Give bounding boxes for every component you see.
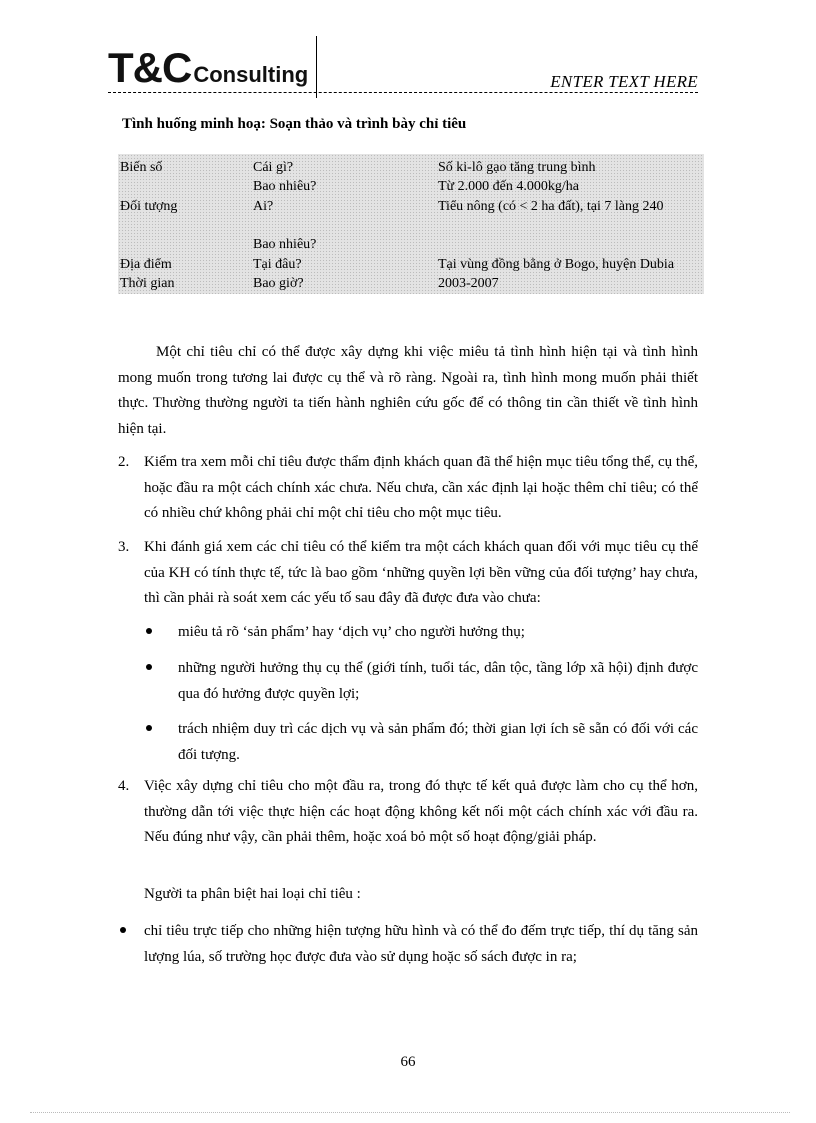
table-cell: Tại đâu? (253, 257, 302, 272)
list-number: 2. (118, 454, 130, 470)
logo-wordmark: Consulting (193, 62, 309, 87)
page-bottom-rule (30, 1112, 790, 1113)
list-item: Kiểm tra xem mỗi chỉ tiêu được thẩm định khách quan đã thể hiện mục tiêu tổng thể, cụ thể, hoặc đầu ra một cách chính xác chưa. Nếu chưa, cần xác định lại hoặc thêm chỉ tiêu; có thể có nhiều chứ không phải chỉ một chỉ tiêu cho một mục tiêu. (144, 454, 698, 522)
header-title: ENTER TEXT HERE (550, 72, 698, 91)
table-cell: Ai? (253, 199, 274, 214)
header-divider (316, 36, 317, 98)
case-title: Tình huống minh hoạ: Soạn thảo và trình bày chỉ tiêu (122, 116, 467, 132)
sub-bullet-item: miêu tả rõ ‘sản phẩm’ hay ‘dịch vụ’ cho người hưởng thụ; (178, 624, 525, 640)
final-bullet-item: chỉ tiêu trực tiếp cho những hiện tượng hữu hình và có thể đo đếm trực tiếp, thí dụ tăng sản lượng lúa, số trường học được đưa vào sử dụng hoặc số sách được in ra; (144, 923, 698, 965)
list-item: Việc xây dựng chỉ tiêu cho một đầu ra, trong đó thực tế kết quả được làm cho cụ thể hơn, thường dẫn tới việc thực hiện các hoạt động không kết nối một cách chính xác với đầu ra. Nếu đúng như vậy, cần phải thêm, hoặc xoá bỏ một số hoạt động/giải pháp. (144, 778, 698, 846)
indicator-table (118, 154, 704, 294)
sub-bullet-item: những người hưởng thụ cụ thể (giới tính, tuổi tác, dân tộc, tầng lớp xã hội) định được qua đó hưởng được quyền lợi; (178, 660, 698, 702)
bullet-icon (146, 664, 152, 670)
table-cell: Bao nhiêu? (253, 179, 317, 194)
table-cell: Từ 2.000 đến 4.000kg/ha (438, 179, 579, 194)
table-cell: 2003-2007 (438, 276, 499, 291)
bullet-icon (120, 927, 126, 933)
intro-paragraph: Một chỉ tiêu chỉ có thể được xây dựng khi việc miêu tả tình hình hiện tại và tình hình mong muốn trong tương lai được cụ thể và rõ ràng. Ngoài ra, tình hình mong muốn phải thiết thực. Thường thường người ta tiến hành nghiên cứu gốc để có thông tin cần thiết về tình hình hiện tại. (118, 344, 698, 438)
table-cell: Biến số (120, 160, 163, 175)
table-cell: Tiểu nông (có < 2 ha đất), tại 7 làng 240 (438, 199, 664, 214)
table-cell: Đối tượng (120, 199, 178, 214)
list-item: Khi đánh giá xem các chỉ tiêu có thể kiểm tra một cách khách quan đối với mục tiêu cụ thể của KH có tính thực tế, tức là bao gồm ‘những quyền lợi bền vững của đối tượng’ hay chưa, thì cần phải rà soát xem các yếu tố sau đây đã được đưa vào chưa: (144, 539, 698, 607)
company-logo (108, 44, 308, 92)
table-cell: Tại vùng đồng bằng ở Bogo, huyện Dubia (438, 257, 675, 272)
sub-bullet-item: trách nhiệm duy trì các dịch vụ và sản phẩm đó; thời gian lợi ích sẽ sẵn có đối với các đối tượng. (178, 721, 698, 763)
list-number: 3. (118, 539, 130, 555)
table-cell: Cái gì? (253, 160, 294, 175)
header-rule (108, 92, 698, 93)
table-cell: Địa điểm (120, 257, 172, 272)
page-number: 66 (400, 1054, 416, 1070)
table-cell: Bao giờ? (253, 276, 304, 291)
list-number: 4. (118, 778, 130, 794)
logo-mark: T&C (108, 44, 192, 91)
distinguish-line: Người ta phân biệt hai loại chỉ tiêu : (144, 886, 361, 902)
table-cell: Thời gian (120, 276, 175, 291)
bullet-icon (146, 725, 152, 731)
table-cell: Bao nhiêu? (253, 237, 317, 252)
table-cell: Số ki-lô gạo tăng trung bình (438, 160, 596, 175)
bullet-icon (146, 628, 152, 634)
